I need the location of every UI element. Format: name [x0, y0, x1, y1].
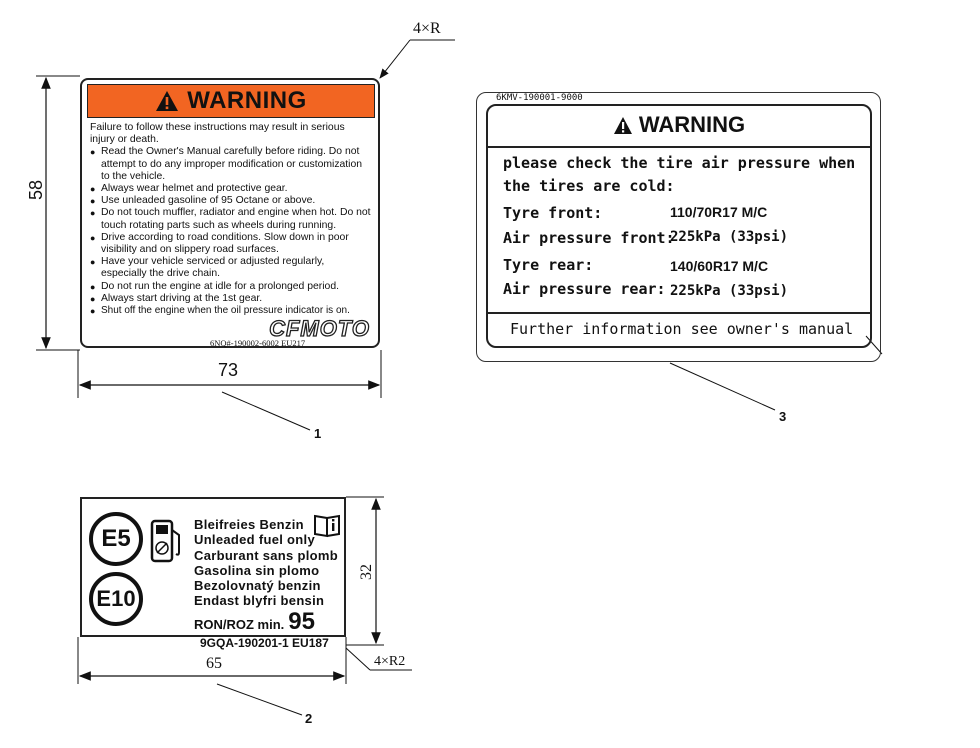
tire-instruction-line: please check the tire air pressure when: [503, 154, 856, 172]
height-dimension-label: 58: [26, 179, 46, 200]
tire-pressure-label-3: [486, 104, 872, 348]
warning-text: [90, 122, 380, 317]
tyre-front-label: Tyre front:: [503, 204, 603, 222]
fuel-text-line: Unleaded fuel only: [194, 532, 315, 548]
fuel-text-line: Bezolovnatý benzin: [194, 578, 321, 594]
tyre-rear-label: Tyre rear:: [503, 256, 594, 274]
pressure-front-value: 225kPa (33psi): [670, 229, 789, 245]
fuel-text-line: Carburant sans plomb: [194, 547, 338, 563]
fuel-text-line: Endast blyfri bensin: [194, 593, 325, 609]
corner-radius-label: 4×R2: [374, 654, 406, 669]
warning-item: ● Use unleaded gasoline of 95 Octane or above.: [90, 195, 380, 207]
warning-item: ● Shut off the engine when the oil pressure indicator is on.: [90, 305, 380, 317]
fuel-pump-icon: [149, 518, 185, 564]
width-dimension-label: 65: [206, 655, 222, 672]
fuel-text-line: Gasolina sin plomo: [194, 562, 320, 578]
warning-item: ● Read the Owner's Manual carefully before riding. Do not attempt to do any improper modification or customization to the vehicle.: [90, 146, 371, 183]
manual-footer: Further information see owner's manual: [510, 320, 854, 338]
warning-title: WARNING: [638, 112, 746, 137]
warning-intro: Failure to follow these instructions may result in serious injury or death.: [90, 122, 345, 146]
part-code: 6KMV-190001-9000: [496, 93, 583, 103]
tire-instruction-line: the tires are cold:: [503, 177, 675, 195]
pressure-front-label: Air pressure front:: [503, 229, 675, 247]
height-dimension-label: 32: [358, 564, 375, 580]
cfmoto-logo: CFMOTO: [269, 316, 370, 341]
warning-title: WARNING: [187, 87, 307, 114]
warning-item: ● Always start driving at the 1st gear.: [90, 293, 380, 305]
warning-item: ● Do not touch muffler, radiator and engine when hot. Do not touch rotating parts such as wheels during running.: [90, 207, 371, 231]
callout-number: 2: [305, 711, 313, 726]
fuel-text-block: [194, 517, 338, 609]
pressure-rear-label: Air pressure rear:: [503, 280, 666, 298]
part-code: 9GQA-190201-1 EU187: [200, 636, 329, 650]
warning-item: ● Drive according to road conditions. Slow down in poor visibility and on slippery road surfaces.: [90, 232, 371, 256]
fuel-text-line: Bleifreies Benzin: [194, 517, 304, 532]
tyre-rear-value: 140/60R17 M/C: [670, 258, 769, 274]
e5-badge: E5: [89, 512, 143, 566]
part-code: 6NQ#-190002-6002 EU217: [210, 338, 306, 348]
pressure-rear-value: 225kPa (33psi): [670, 283, 789, 299]
divider: [488, 312, 870, 314]
width-dimension-label: 73: [218, 360, 239, 380]
callout-number: 3: [779, 409, 787, 424]
warning-label-1: [80, 78, 380, 348]
warning-triangle-icon: [155, 90, 179, 112]
corner-radius-label: 4×R: [413, 20, 441, 37]
warning-banner: [87, 84, 375, 118]
ron-row: [194, 608, 315, 636]
e10-badge: E10: [89, 572, 143, 626]
tyre-front-value: 110/70R17 M/C: [670, 204, 768, 220]
fuel-label-2: [80, 497, 346, 637]
divider: [488, 146, 870, 148]
warning-item: ● Have your vehicle serviced or adjusted regularly, especially the drive chain.: [90, 256, 346, 280]
ron-label: RON/ROZ min.: [194, 617, 285, 632]
warning-item: ● Do not run the engine at idle for a prolonged period.: [90, 281, 380, 293]
warning-title-row: [488, 112, 870, 138]
warning-item: ● Always wear helmet and protective gear.: [90, 183, 380, 195]
ron-value: 95: [288, 608, 315, 635]
warning-triangle-icon: [613, 116, 633, 135]
callout-number: 1: [314, 426, 322, 441]
